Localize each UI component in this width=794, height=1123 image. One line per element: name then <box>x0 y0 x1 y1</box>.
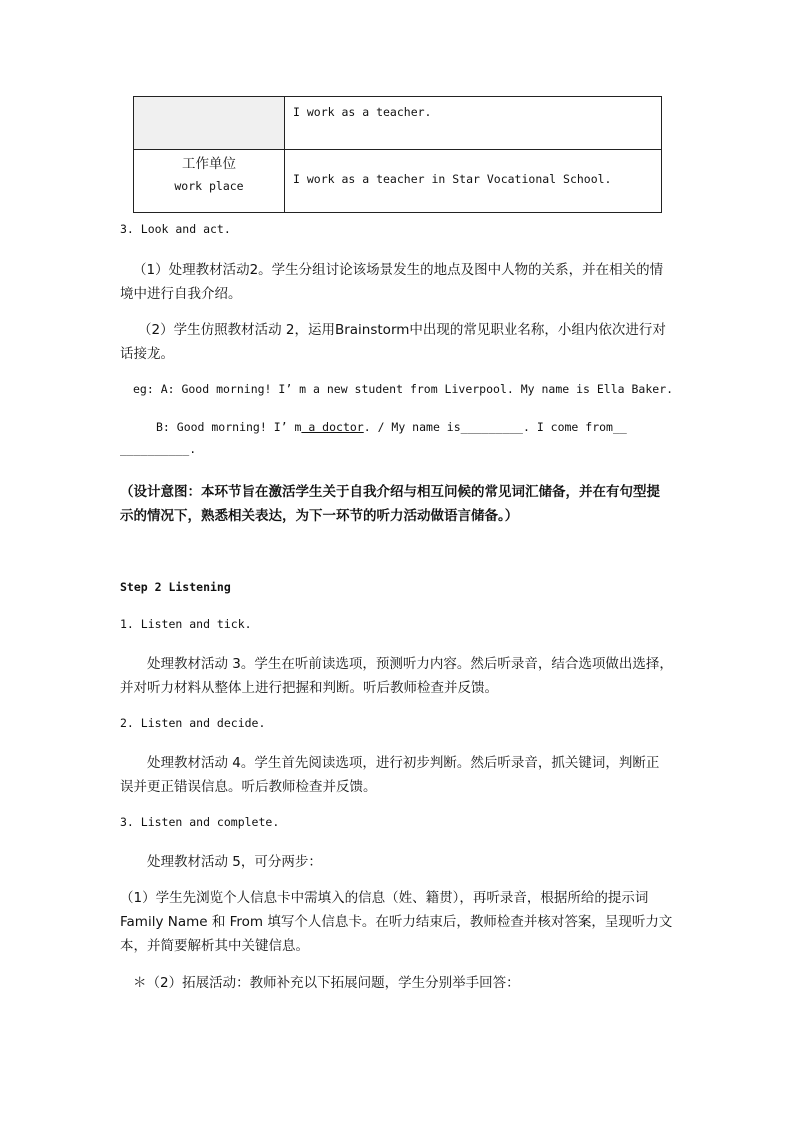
listen-complete-p2-line1: ＊（2）拓展活动：教师补充以下拓展问题，学生分别举手回答： <box>133 975 520 991</box>
listen-tick-heading: 1. Listen and tick. <box>120 617 252 631</box>
look-act-heading: 3. Look and act. <box>120 222 231 236</box>
listen-decide-line1: 处理教材活动 4。学生首先阅读选项，进行初步判断。然后听录音，抓关键词，判断正 <box>147 755 660 771</box>
row2-value: I work as a teacher in Star Vocational School. <box>293 172 612 186</box>
look-act-p2-line2: 话接龙。 <box>120 346 174 362</box>
example-b-line2: __________. <box>120 442 197 456</box>
listen-tick-line1: 处理教材活动 3。学生在听前读选项，预测听力内容。然后听录音，结合选项做出选择， <box>147 656 673 672</box>
table-label-cell <box>134 97 285 150</box>
example-b-blank1: _________ <box>460 420 523 434</box>
table-row <box>134 150 662 213</box>
table-value-cell <box>285 150 662 213</box>
example-b-blank2: __ <box>612 420 627 434</box>
table-row <box>134 97 662 150</box>
example-b <box>156 420 627 434</box>
listen-complete-p1-line2: Family Name 和 From 填写个人信息卡。在听力结束后，教师检查并核对答案，呈现听力文 <box>120 914 673 930</box>
design-intent-line1: （设计意图：本环节旨在激活学生关于自我介绍与相互问候的常见词汇储备，并在有句型提 <box>120 484 660 500</box>
look-act-p2-line1: （2）学生仿照教材活动 2，运用Brainstorm中出现的常见职业名称，小组内依次进行对 <box>138 322 666 338</box>
look-act-p1-line2: 境中进行自我介绍。 <box>120 286 242 302</box>
example-a: eg: A: Good morning! I’ m a new student from Liverpool. My name is Ella Baker. <box>133 382 674 396</box>
row2-label-en: work place <box>174 179 244 193</box>
row1-value: I work as a teacher. <box>293 105 432 119</box>
table-value-cell <box>285 97 662 150</box>
table-label-cell <box>134 150 285 213</box>
look-act-p1-line1: （1）处理教材活动2。学生分组讨论该场景发生的地点及图中人物的关系，并在相关的情 <box>133 262 664 278</box>
listen-complete-p1-line3: 本，并简要解析其中关键信息。 <box>120 938 309 954</box>
listen-complete-heading: 3. Listen and complete. <box>120 815 280 829</box>
listen-tick-line2: 并对听力材料从整体上进行把握和判断。听后教师检查并反馈。 <box>120 680 498 696</box>
info-table <box>133 96 662 213</box>
example-b-fill: a doctor <box>301 420 364 434</box>
example-b-pre: B: Good morning! I’ m <box>156 420 302 434</box>
listen-complete-p1-line1: （1）学生先浏览个人信息卡中需填入的信息（姓、籍贯），再听录音，根据所给的提示词 <box>120 890 649 906</box>
listen-complete-line1: 处理教材活动 5，可分两步： <box>147 854 322 870</box>
listen-decide-line2: 误并更正错误信息。听后教师检查并反馈。 <box>120 779 377 795</box>
design-intent-line2: 示的情况下，熟悉相关表达，为下一环节的听力活动做语言储备。） <box>120 508 519 524</box>
example-b-mid: . / My name is <box>363 420 461 434</box>
row2-label-cn: 工作单位 <box>182 156 236 172</box>
step2-heading: Step 2 Listening <box>120 580 231 594</box>
example-b-post: . I come from <box>522 420 613 434</box>
listen-decide-heading: 2. Listen and decide. <box>120 716 266 730</box>
